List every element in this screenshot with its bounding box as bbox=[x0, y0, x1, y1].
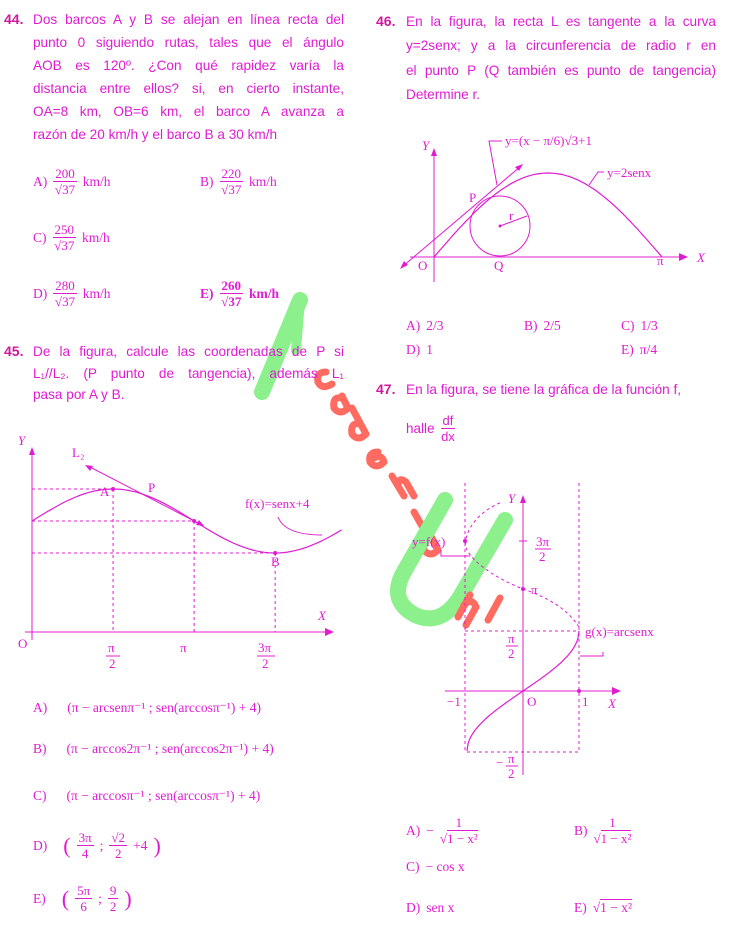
unit: km/h bbox=[82, 229, 110, 245]
addend: +4 bbox=[133, 837, 148, 853]
option-label: E) bbox=[200, 285, 214, 301]
question-text-line: OA=8 km, OB=6 km, el barco A avanza a bbox=[33, 104, 344, 119]
option-value: − cos x bbox=[425, 859, 465, 874]
option-label: C) bbox=[33, 229, 47, 245]
point-p-label: P bbox=[469, 190, 477, 205]
pi-label: π bbox=[531, 582, 538, 597]
option-label: A) bbox=[33, 173, 48, 189]
f-leader bbox=[441, 550, 470, 556]
paren: ( bbox=[61, 885, 70, 911]
denominator: √1 − x² bbox=[439, 831, 478, 846]
one-label: 1 bbox=[582, 694, 589, 709]
separator: ; bbox=[98, 890, 102, 906]
radicand: 37 bbox=[62, 182, 76, 197]
neg-pi-half-num: π bbox=[508, 751, 515, 766]
option-label: E) bbox=[574, 900, 587, 915]
question-text-line: De la figura, calcule las coordenadas de P si bbox=[33, 344, 344, 359]
neg-sign: − bbox=[496, 755, 504, 770]
option-e[interactable] bbox=[574, 900, 632, 916]
point-f bbox=[463, 539, 467, 543]
numerator: 260 bbox=[221, 278, 241, 293]
option-a[interactable] bbox=[406, 815, 478, 846]
three-pi-half-num: 3π bbox=[536, 534, 550, 549]
x-axis-arrow bbox=[612, 687, 621, 695]
option-value: π/4 bbox=[639, 342, 658, 357]
y-axis-arrow bbox=[520, 495, 526, 503]
denominator: √37 bbox=[54, 238, 75, 253]
numerator: 280 bbox=[55, 278, 75, 293]
radicand: 1 − x² bbox=[447, 831, 478, 846]
denominator: 2 bbox=[109, 899, 117, 914]
origin-label: O bbox=[418, 258, 428, 273]
point-a-label: A bbox=[100, 484, 110, 499]
origin-label: O bbox=[18, 636, 28, 651]
option-label: A) bbox=[33, 700, 48, 715]
question-text-line: En la figura, se tiene la gráfica de la función f, bbox=[406, 382, 682, 397]
option-value: 2/5 bbox=[543, 318, 561, 333]
denominator: 4 bbox=[81, 846, 89, 861]
point-p-label: P bbox=[148, 480, 156, 495]
unit: km/h bbox=[249, 285, 280, 301]
tick-pi-half-den: 2 bbox=[109, 656, 116, 671]
x-axis-label: X bbox=[608, 696, 616, 711]
option-label: B) bbox=[524, 318, 538, 333]
denominator: √37 bbox=[221, 182, 242, 197]
option-value: 2/3 bbox=[426, 318, 444, 333]
f-label: y=f(x) bbox=[412, 534, 446, 549]
option-value: (π − arcsenπ⁻¹ ; sen(arccosπ⁻¹) + 4) bbox=[67, 700, 261, 715]
option-value: 1/3 bbox=[640, 318, 658, 333]
tangent-equation: y=(x − π/6)√3+1 bbox=[505, 133, 592, 148]
denominator: √37 bbox=[54, 182, 76, 197]
point-q-label: Q bbox=[494, 258, 504, 273]
pi-half-num: π bbox=[508, 631, 515, 646]
unit: km/h bbox=[82, 173, 111, 189]
tick-3pi-half-num: 3π bbox=[258, 640, 272, 655]
x-axis-label: X bbox=[697, 250, 705, 265]
option-value: sen x bbox=[426, 900, 455, 915]
question-text-line: distancia entre ellos? si, en cierto instante, bbox=[33, 81, 344, 96]
denominator: √37 bbox=[221, 294, 242, 309]
halle-text: halle bbox=[406, 421, 435, 436]
option-label: A) bbox=[406, 822, 421, 838]
option-d[interactable] bbox=[406, 900, 454, 916]
question-number: 44. bbox=[4, 11, 24, 27]
l2-label: L₂ bbox=[72, 445, 85, 460]
unit: km/h bbox=[82, 285, 111, 301]
f-curve-dashed bbox=[466, 502, 579, 627]
numerator: df bbox=[442, 413, 454, 428]
question-text-line: L₁//L₂. (P punto de tangencia), además L₁ bbox=[33, 366, 344, 381]
point-1 bbox=[577, 689, 581, 693]
question-text-line: el punto P (Q también es punto de tangencia) bbox=[406, 63, 716, 78]
option-label: A) bbox=[406, 318, 421, 333]
denominator: 2 bbox=[114, 846, 122, 861]
option-value: (π − arccosπ⁻¹ ; sen(arccosπ⁻¹) + 4) bbox=[66, 788, 261, 803]
option-b[interactable] bbox=[574, 815, 631, 846]
option-label: C) bbox=[621, 318, 635, 333]
radicand: 1 − x² bbox=[600, 831, 632, 846]
unit: km/h bbox=[249, 173, 277, 189]
question-number: 47. bbox=[376, 381, 396, 397]
point-pi bbox=[521, 587, 525, 591]
numerator: 9 bbox=[109, 883, 117, 898]
g-leader bbox=[580, 652, 603, 656]
curve-equation: y=2senx bbox=[607, 165, 652, 180]
tick-3pi-half-den: 2 bbox=[262, 656, 269, 671]
radicand: 1 − x² bbox=[600, 900, 633, 915]
denominator: √37 bbox=[54, 294, 76, 309]
numerator: 1 bbox=[455, 815, 463, 830]
question-text-line: razón de 20 km/h y el barco B a 30 km/h bbox=[33, 127, 278, 142]
option-label: C) bbox=[33, 788, 47, 803]
option-label: D) bbox=[33, 285, 48, 301]
tick-pi: π bbox=[180, 640, 187, 655]
question-text-line: AOB es 120º. ¿Con qué rapidez varía la bbox=[33, 58, 344, 73]
option-label: B) bbox=[200, 173, 214, 189]
paren: ) bbox=[124, 885, 132, 911]
guide-lines bbox=[465, 483, 579, 752]
option-label: E) bbox=[621, 342, 634, 357]
option-c[interactable] bbox=[406, 859, 465, 875]
option-label: E) bbox=[33, 890, 46, 906]
radicand: 37 bbox=[228, 182, 242, 197]
fraction bbox=[440, 815, 478, 846]
numerator: √2 bbox=[111, 830, 126, 845]
denominator: √1 − x² bbox=[593, 831, 632, 846]
question-text-line: y=2senx; y a la circunferencia de radio r en bbox=[406, 38, 716, 53]
point-b-label: B bbox=[271, 554, 280, 569]
denominator: dx bbox=[441, 429, 455, 444]
numerator: 3π bbox=[78, 830, 92, 845]
question-text-line: En la figura, la recta L es tangente a la curva bbox=[406, 14, 716, 29]
numerator: 5π bbox=[77, 883, 91, 898]
numerator: 1 bbox=[609, 815, 616, 830]
tick-pi-half-num: π bbox=[108, 640, 115, 655]
radius-label: r bbox=[509, 208, 514, 223]
fraction bbox=[594, 815, 632, 846]
question-text-line: punto 0 siguiendo rutas, tales que el ángulo bbox=[33, 35, 344, 50]
paren: ( bbox=[63, 832, 71, 858]
three-pi-half-den: 2 bbox=[539, 549, 546, 564]
question-number: 45. bbox=[4, 343, 24, 359]
option-label: D) bbox=[406, 900, 421, 915]
y-axis-label: Y bbox=[18, 433, 26, 448]
denominator: 6 bbox=[80, 899, 87, 914]
numerator: 200 bbox=[55, 166, 75, 181]
paren: ) bbox=[153, 832, 161, 858]
option-label: B) bbox=[574, 822, 588, 838]
question-text-line: Dos barcos A y B se alejan en línea recta del bbox=[33, 12, 344, 27]
function-label: f(x)=senx+4 bbox=[245, 496, 310, 511]
x-axis-label: X bbox=[318, 608, 326, 623]
neg-pi-half-den: 2 bbox=[508, 766, 515, 781]
option-value: (π − arccos2π⁻¹ ; sen(arccos2π⁻¹) + 4) bbox=[66, 741, 274, 756]
y-axis-label: Y bbox=[422, 138, 430, 153]
numerator: 220 bbox=[221, 166, 241, 181]
y-axis-label: Y bbox=[508, 491, 516, 506]
origin-label: O bbox=[527, 694, 537, 709]
minus-sign: − bbox=[426, 822, 434, 838]
question-text-line: pasa por A y B. bbox=[33, 387, 125, 402]
radicand: 37 bbox=[228, 294, 242, 309]
radicand: 37 bbox=[62, 294, 76, 309]
numerator: 250 bbox=[54, 222, 74, 237]
pi-half-den: 2 bbox=[508, 646, 515, 661]
radicand: 37 bbox=[61, 238, 75, 253]
pi-tick-label: π bbox=[657, 253, 664, 268]
option-label: B) bbox=[33, 741, 47, 756]
question-text-line: Determine r. bbox=[406, 87, 481, 102]
g-label: g(x)=arcsenx bbox=[585, 624, 654, 639]
option-label: D) bbox=[406, 342, 421, 357]
minus-one-label: −1 bbox=[447, 694, 461, 709]
option-label: D) bbox=[33, 837, 48, 853]
option-value: 1 bbox=[426, 342, 433, 357]
question-number: 46. bbox=[376, 13, 396, 29]
root: √1 − x² bbox=[592, 900, 633, 915]
option-label: C) bbox=[406, 859, 420, 874]
separator: ; bbox=[99, 837, 104, 853]
